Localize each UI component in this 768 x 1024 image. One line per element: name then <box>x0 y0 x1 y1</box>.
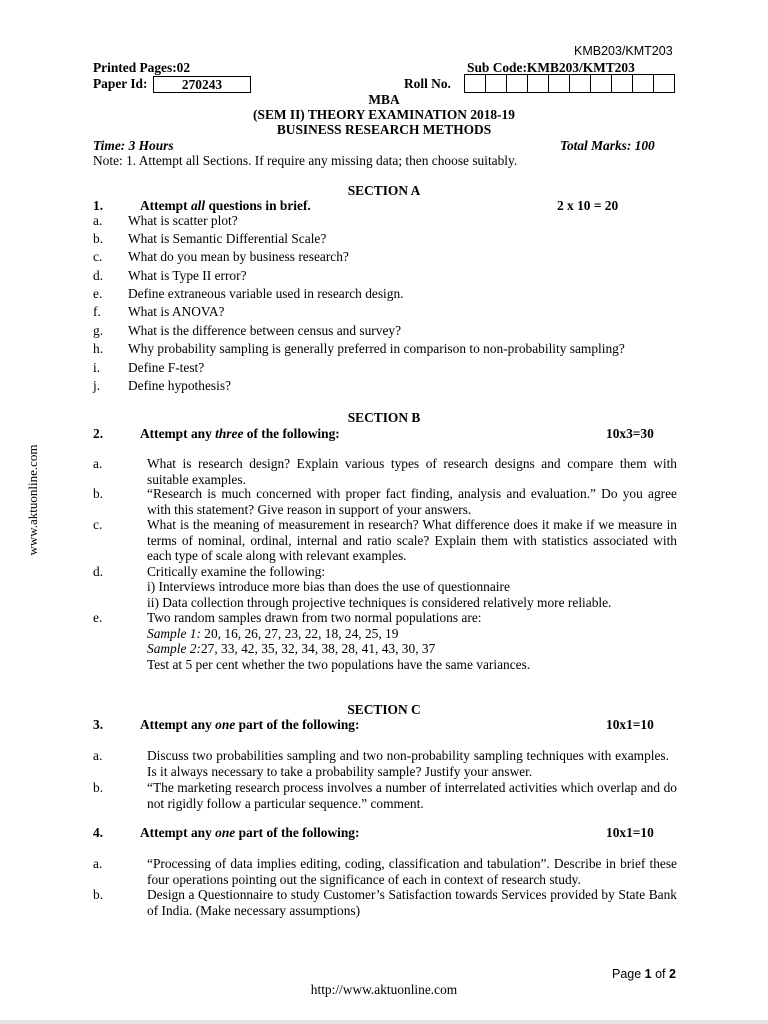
section-a-title: SECTION A <box>347 183 421 198</box>
roll-no-boxes[interactable] <box>465 74 675 93</box>
list-item: j. Define hypothesis? <box>93 378 232 393</box>
question-number: 4. <box>93 825 104 840</box>
question-text: What is research design? Explain various types of research designs and compare them with suitable examples. <box>147 456 677 487</box>
side-watermark: www.aktuonline.com <box>25 444 40 556</box>
question-text: Design a Questionnaire to study Customer’s Satisfaction towards Services provided by State Bank of India. (Make necessary assumptions) <box>147 887 677 918</box>
item-label: a. <box>93 748 103 763</box>
question-text: What is the meaning of measurement in research? What difference does it make if we measure in terms of nominal, ordinal, internal and ratio scale? Explain them with statistics associated with each type of scale along with relevant examples. <box>147 517 677 563</box>
question-subpoint: ii) Data collection through projective techniques is considered relatively more reliable. <box>147 595 612 610</box>
question-instruction: Attempt any one part of the following: <box>140 717 360 732</box>
footer-url[interactable]: http://www.aktuonline.com <box>310 982 458 997</box>
item-label: b. <box>93 486 104 501</box>
question-subpoint: i) Interviews introduce more bias than does the use of questionnaire <box>147 579 510 594</box>
question-text: Discuss two probabilities sampling and two non-probability sampling techniques with examples. Is it always necessary to take a probability sample? Justify your answer. <box>147 748 669 779</box>
paper-id-box <box>153 76 251 93</box>
question-text: “Processing of data implies editing, coding, classification and tabulation”. Describe in brief these four operations pointing out the significance of each in context of research study. <box>147 856 677 887</box>
question-text: Test at 5 per cent whether the two populations have the same variances. <box>147 657 531 672</box>
list-item: d. What is Type II error? <box>93 268 247 283</box>
section-c-title: SECTION C <box>347 702 421 717</box>
item-label: b. <box>93 887 104 902</box>
question-number: 3. <box>93 717 104 732</box>
roll-no-label: Roll No. <box>404 76 451 91</box>
item-label: a. <box>93 856 103 871</box>
list-item: b. What is Semantic Differential Scale? <box>93 231 327 246</box>
question-2-header <box>0 426 768 444</box>
page-bottom-edge <box>0 1020 768 1024</box>
question-marks: 2 x 10 = 20 <box>557 198 619 213</box>
question-text: “The marketing research process involves a number of interrelated activities which overlap and do not rigidly follow a particular sequence.” comment. <box>147 780 677 811</box>
list-item: c. What do you mean by business research? <box>93 249 349 264</box>
list-item: h. Why probability sampling is generally preferred in comparison to non-probability sampling? <box>93 341 625 356</box>
item-label: b. <box>93 780 104 795</box>
question-3-header <box>0 717 768 735</box>
item-label: c. <box>93 517 103 532</box>
paper-id-value: 270243 <box>181 77 223 92</box>
sub-code: Sub Code:KMB203/KMT203 <box>467 60 635 75</box>
item-label: d. <box>93 564 104 579</box>
question-instruction: Attempt any one part of the following: <box>140 825 360 840</box>
list-item: e. Define extraneous variable used in research design. <box>93 286 404 301</box>
total-marks: Total Marks: 100 <box>560 138 655 153</box>
question-instruction: Attempt any three of the following: <box>140 426 340 441</box>
section-b-title: SECTION B <box>347 410 421 425</box>
exam-note: Note: 1. Attempt all Sections. If require any missing data; then choose suitably. <box>93 153 518 168</box>
paper-code-top-right: KMB203/KMT203 <box>574 44 673 58</box>
subject-title: BUSINESS RESEARCH METHODS <box>276 122 492 137</box>
question-text: Critically examine the following: <box>147 564 326 579</box>
item-label: e. <box>93 610 103 625</box>
list-item: a. What is scatter plot? <box>93 213 238 228</box>
item-label: a. <box>93 456 103 471</box>
exam-title: (SEM II) THEORY EXAMINATION 2018-19 <box>253 107 515 122</box>
question-4-header <box>0 825 768 843</box>
program-name: MBA <box>368 92 400 107</box>
question-number: 2. <box>93 426 104 441</box>
question-text: Two random samples drawn from two normal populations are: <box>147 610 482 625</box>
time-allowed: Time: 3 Hours <box>93 138 174 153</box>
question-number: 1. <box>93 198 104 213</box>
printed-pages: Printed Pages:02 <box>93 60 191 75</box>
paper-id-label: Paper Id: <box>93 76 148 91</box>
page-number: Page 1 of 2 <box>612 967 676 981</box>
question-marks: 10x1=10 <box>606 717 654 732</box>
sample-1: Sample 1: 20, 16, 26, 27, 23, 22, 18, 24, 25, 19 <box>147 626 399 641</box>
list-item: g. What is the difference between census and survey? <box>93 323 402 338</box>
question-instruction: Attempt all questions in brief. <box>140 198 311 213</box>
question-marks: 10x3=30 <box>606 426 654 441</box>
sample-2: Sample 2:27, 33, 42, 35, 32, 34, 38, 28, 41, 43, 30, 37 <box>147 641 436 656</box>
question-marks: 10x1=10 <box>606 825 654 840</box>
list-item: i. Define F-test? <box>93 360 205 375</box>
list-item: f. What is ANOVA? <box>93 304 225 319</box>
question-text: “Research is much concerned with proper fact finding, analysis and evaluation.” Do you agree with this statement? Give reason in support of your answers. <box>147 486 677 517</box>
